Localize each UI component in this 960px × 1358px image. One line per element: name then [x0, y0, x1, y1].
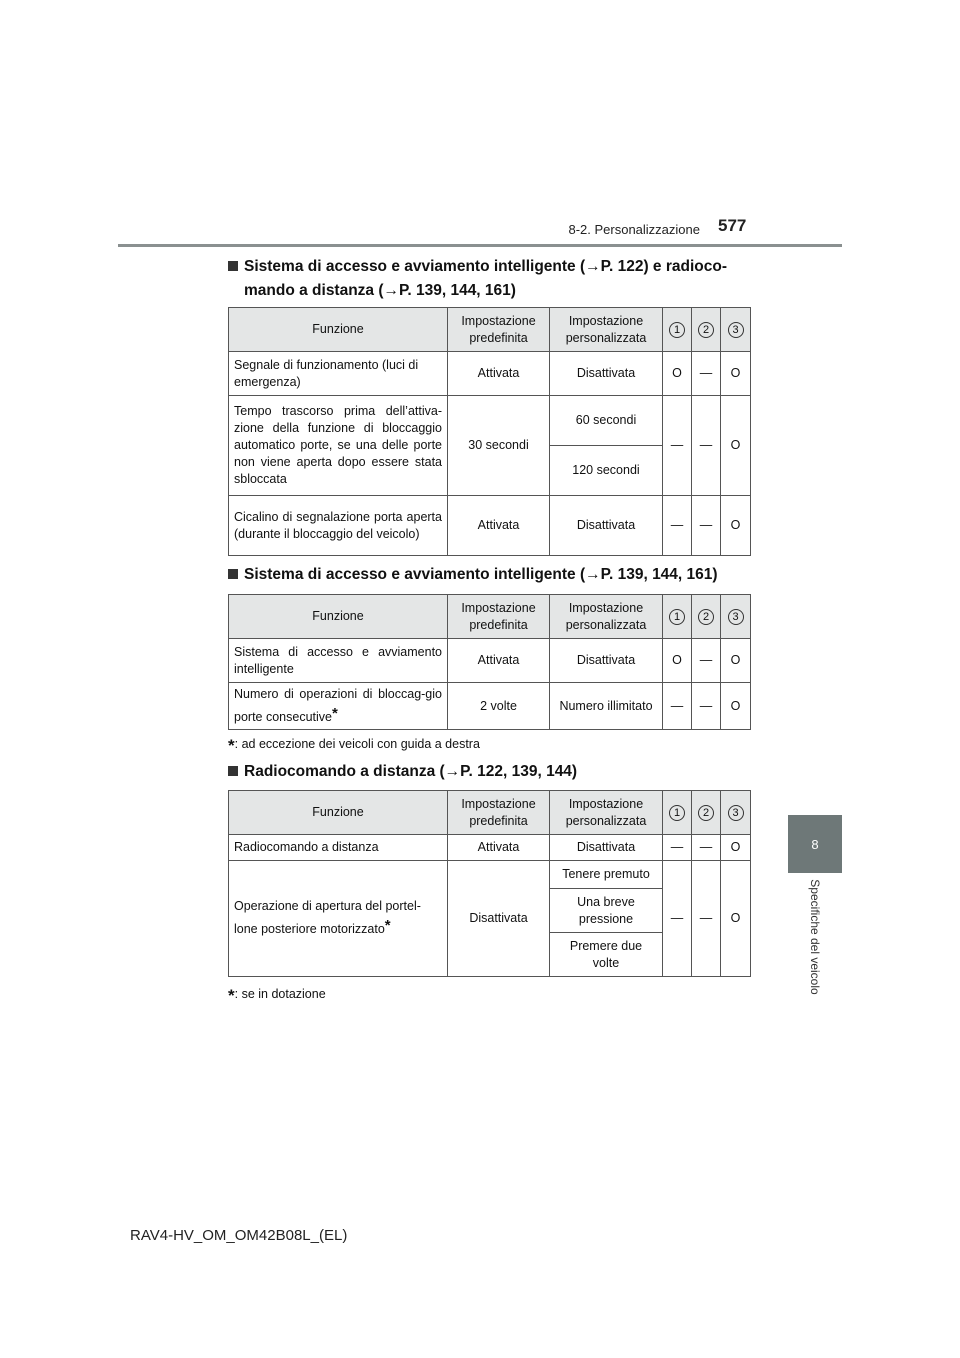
- cell-funzione: Sistema di accesso e avviamento intelligente: [229, 639, 448, 683]
- cell-custom: Disattivata: [550, 352, 663, 396]
- cell-default: Disattivata: [448, 861, 550, 977]
- header-divider: [118, 244, 842, 247]
- document-code: RAV4-HV_OM_OM42B08L_(EL): [130, 1227, 348, 1244]
- cell-c1: —: [663, 683, 692, 730]
- table-header-row: [229, 791, 751, 835]
- square-bullet-icon: [228, 569, 238, 579]
- table-row: [229, 639, 751, 683]
- cell-c3: O: [721, 835, 751, 861]
- cell-c2: —: [692, 835, 721, 861]
- cell-funzione: Segnale di funzionamento (luci di emergenza): [229, 352, 448, 396]
- table-row: [229, 861, 751, 889]
- col-header-3: 3: [721, 308, 751, 352]
- cell-c1: O: [663, 352, 692, 396]
- settings-table-3: [228, 790, 751, 977]
- table-row: [229, 496, 751, 556]
- cell-custom: Numero illimitato: [550, 683, 663, 730]
- section-heading-2: Sistema di accesso e avviamento intelligente (→P. 139, 144, 161): [228, 563, 748, 587]
- table-header-row: [229, 595, 751, 639]
- page-number: 577: [718, 216, 747, 235]
- col-header-custom: Impostazione personalizzata: [550, 791, 663, 835]
- cell-default: 2 volte: [448, 683, 550, 730]
- cell-c1: —: [663, 496, 692, 556]
- settings-table-2: [228, 594, 751, 730]
- col-header-1: 1: [663, 791, 692, 835]
- cell-default: Attivata: [448, 496, 550, 556]
- col-header-3: 3: [721, 595, 751, 639]
- cell-c1: —: [663, 835, 692, 861]
- square-bullet-icon: [228, 766, 238, 776]
- table-row: [229, 352, 751, 396]
- col-header-funzione: Funzione: [229, 791, 448, 835]
- cell-default: Attivata: [448, 639, 550, 683]
- section-heading-1: Sistema di accesso e avviamento intelligente (→P. 122) e radioco- mando a distanza (→P. 139, 144, 161): [228, 255, 748, 303]
- cell-custom: Disattivata: [550, 639, 663, 683]
- col-header-1: 1: [663, 308, 692, 352]
- section-title: 8-2. Personalizzazione: [568, 222, 700, 237]
- cell-c3: O: [721, 396, 751, 496]
- col-header-default: Impostazione predefinita: [448, 791, 550, 835]
- cell-funzione: Operazione di apertura del portel-lone posteriore motorizzato*: [229, 861, 448, 977]
- section-heading-3: Radiocomando a distanza (→P. 122, 139, 144): [228, 760, 748, 784]
- col-header-default: Impostazione predefinita: [448, 595, 550, 639]
- table-row: [229, 396, 751, 446]
- cell-custom: Disattivata: [550, 835, 663, 861]
- col-header-3: 3: [721, 791, 751, 835]
- cell-c2: —: [692, 352, 721, 396]
- col-header-2: 2: [692, 595, 721, 639]
- cell-funzione: Tempo trascorso prima dell’attiva-zione della funzione di bloccaggio automatico porte, se una delle porte non viene aperta dopo essere stata sbloccata: [229, 396, 448, 496]
- cell-default: 30 secondi: [448, 396, 550, 496]
- col-header-funzione: Funzione: [229, 595, 448, 639]
- cell-custom: Disattivata: [550, 496, 663, 556]
- cell-c3: O: [721, 352, 751, 396]
- footnote-1: *: ad eccezione dei veicoli con guida a destra: [228, 736, 480, 755]
- cell-c2: —: [692, 396, 721, 496]
- col-header-2: 2: [692, 308, 721, 352]
- chapter-number: 8: [811, 836, 819, 852]
- cell-custom: 60 secondi: [550, 396, 663, 446]
- cell-c2: —: [692, 639, 721, 683]
- cell-c3: O: [721, 496, 751, 556]
- col-header-custom: Impostazione personalizzata: [550, 595, 663, 639]
- chapter-tab[interactable]: [788, 815, 842, 873]
- footnote-2: *: se in dotazione: [228, 986, 326, 1005]
- footnote-marker: *: [384, 917, 391, 935]
- col-header-custom: Impostazione personalizzata: [550, 308, 663, 352]
- cell-funzione: Numero di operazioni di bloccag-gio porte consecutive*: [229, 683, 448, 730]
- col-header-1: 1: [663, 595, 692, 639]
- cell-c1: —: [663, 396, 692, 496]
- cell-c2: —: [692, 496, 721, 556]
- cell-custom: 120 secondi: [550, 446, 663, 496]
- settings-table-1: [228, 307, 751, 556]
- cell-c2: —: [692, 683, 721, 730]
- cell-default: Attivata: [448, 352, 550, 396]
- chapter-label: Specifiche del veicolo: [808, 879, 822, 995]
- table-row: [229, 683, 751, 730]
- footnote-marker: *: [331, 705, 338, 722]
- cell-funzione: Radiocomando a distanza: [229, 835, 448, 861]
- table-header-row: [229, 308, 751, 352]
- cell-c2: —: [692, 861, 721, 977]
- cell-custom: Una breve pressione: [550, 889, 663, 933]
- cell-c3: O: [721, 861, 751, 977]
- cell-c1: O: [663, 639, 692, 683]
- col-header-funzione: Funzione: [229, 308, 448, 352]
- table-row: [229, 835, 751, 861]
- square-bullet-icon: [228, 261, 238, 271]
- col-header-default: Impostazione predefinita: [448, 308, 550, 352]
- cell-custom: Tenere premuto: [550, 861, 663, 889]
- col-header-2: 2: [692, 791, 721, 835]
- cell-funzione: Cicalino di segnalazione porta aperta (durante il bloccaggio del veicolo): [229, 496, 448, 556]
- cell-c1: —: [663, 861, 692, 977]
- cell-c3: O: [721, 639, 751, 683]
- cell-default: Attivata: [448, 835, 550, 861]
- cell-custom: Premere due volte: [550, 933, 663, 977]
- cell-c3: O: [721, 683, 751, 730]
